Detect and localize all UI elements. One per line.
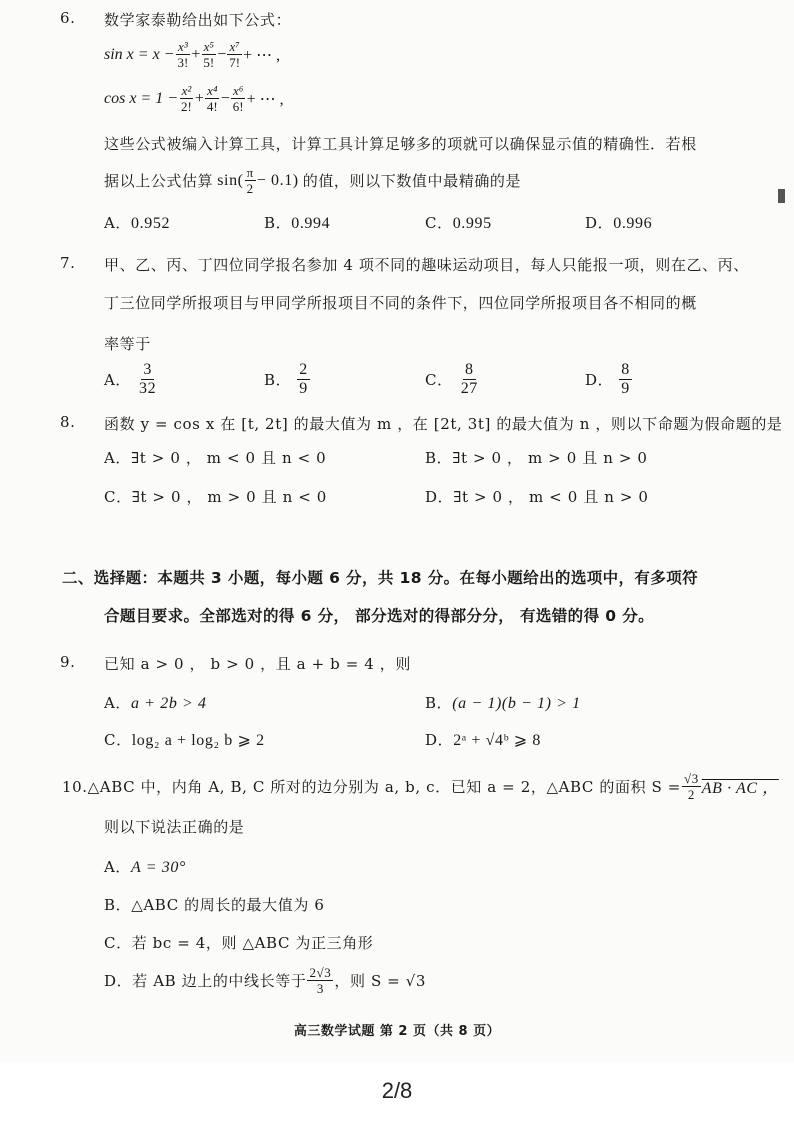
q7-option-c: C． $\frac{8}{27}$	[425, 361, 478, 397]
q6-line2-b: 的值，则以下数值中最精确的是	[302, 172, 522, 190]
cos-op-1: +	[194, 89, 204, 107]
page-footer: 高三数学试题 第 2 页（共 8 页）	[293, 1024, 501, 1039]
q6-line1: 这些公式被编入计算工具，计算工具计算足够多的项就可以确保显示值的精确性．若根	[104, 135, 697, 153]
sin-op-2: −	[217, 45, 227, 63]
cos-term-3: $\frac{\text{x⁶}}{6!}$	[232, 83, 244, 114]
q9-number: 9.	[60, 653, 76, 671]
q10-number: 10.	[62, 777, 88, 796]
q8-number: 8.	[60, 413, 76, 431]
sin-lhs: sin x = x −	[104, 45, 175, 63]
q6-cos-formula	[104, 84, 284, 113]
page-indicator: 2/8	[381, 1078, 413, 1103]
q7-line2: 丁三位同学所报项目与甲同学所报项目不同的条件下，四位同学所报项目各不相同的概	[104, 294, 697, 312]
cos-term-1: $\frac{\text{x²}}{2!}$	[181, 83, 192, 114]
q9-stem: 已知 a > 0 ， b > 0 ，且 a + b = 4 ，则	[104, 655, 411, 673]
q6-sin-call: sin(	[217, 171, 244, 189]
q7-option-b: B． $\frac{2}{9}$	[264, 361, 308, 397]
cos-op-3: + ⋯ ,	[246, 90, 284, 108]
q10-stem-b: AB · AC ，	[701, 780, 779, 797]
q7-option-a: A． $\frac{3}{32}$	[104, 361, 157, 397]
q9-option-a: A．a + 2b > 4	[104, 694, 207, 712]
q7-number: 7.	[60, 254, 76, 272]
q8-option-b: B．∃t > 0 ， m > 0 且 n > 0	[425, 449, 648, 467]
sin-op-1: +	[191, 45, 201, 63]
cos-term-2: $\frac{\text{x⁴}}{4!}$	[206, 83, 218, 114]
sin-op-3: + ⋯ ,	[243, 46, 281, 64]
section2-line2: 合题目要求。全部选对的得 6 分， 部分选对的得部分分， 有选错的得 0 分。	[104, 607, 655, 625]
sin-term-2: $\frac{\text{x⁵}}{5!}$	[203, 39, 215, 70]
q10-option-b: B．△ABC 的周长的最大值为 6	[104, 896, 325, 914]
sin-term-3: $\frac{\text{x⁷}}{7!}$	[229, 39, 241, 70]
q6-option-c: C．0.995	[425, 214, 492, 232]
q6-option-b: B．0.994	[264, 214, 331, 232]
q10-stem-a: △ABC 中，内角 A, B, C 所对的边分别为 a, b, c．已知 a = 2，△ABC 的面积 S =	[87, 778, 681, 796]
q9-option-c: C．log₂ a + log₂ b ⩾ 2	[104, 731, 265, 749]
q6-pi-half: $\frac{\pi}{2}$	[246, 165, 254, 196]
q6-stem: 数学家泰勒给出如下公式：	[104, 11, 292, 29]
q6-sin-formula	[104, 40, 280, 69]
sin-term-1: $\frac{\text{x³}}{3!}$	[177, 39, 189, 70]
section2-line1: 二、选择题：本题共 3 小题，每小题 6 分，共 18 分。在每小题给出的选项中，有多项符	[62, 569, 699, 587]
q10-median-frac: $\frac{2√3}{3}$	[309, 965, 332, 996]
q10-option-a: A．A = 30°	[104, 858, 186, 876]
q6-option-a: A．0.952	[104, 214, 171, 232]
q10-line2: 则以下说法正确的是	[104, 818, 245, 836]
q6-line2	[104, 166, 521, 195]
q6-line2-a: 据以上公式估算	[104, 172, 214, 190]
q6-option-d: D．0.996	[585, 214, 653, 232]
scan-edge-mark	[778, 189, 785, 203]
q7-option-d: D． $\frac{8}{9}$	[585, 361, 630, 397]
q7-line3: 率等于	[104, 335, 151, 353]
q8-option-c: C．∃t > 0 ， m > 0 且 n < 0	[104, 488, 327, 506]
cos-lhs: cos x = 1 −	[104, 89, 179, 107]
q10-option-d: D． 若 AB 边上的中线长等于 $\frac{2√3}{3}$ ，则 S = √3	[104, 965, 427, 996]
q10-option-c: C．若 bc = 4，则 △ABC 为正三角形	[104, 934, 374, 952]
q6-number: 6.	[60, 9, 76, 27]
q10-area-frac: $\frac{√3}{2}$	[683, 771, 699, 802]
q10-stem	[62, 772, 779, 801]
q8-stem: 函数 y = cos x 在 [t, 2t] 的最大值为 m ，在 [2t, 3t] 的最大值为 n ，则以下命题为假命题的是	[104, 415, 783, 433]
q8-option-a: A．∃t > 0 ， m < 0 且 n < 0	[104, 449, 327, 467]
q9-option-b: B．(a − 1)(b − 1) > 1	[425, 694, 581, 712]
q7-line1: 甲、乙、丙、丁四位同学报名参加 4 项不同的趣味运动项目，每人只能报一项，则在乙、丙、	[104, 256, 749, 274]
q6-sin-arg-rest: − 0.1)	[256, 171, 299, 189]
q9-option-d: D．2ᵃ + √4ᵇ ⩾ 8	[425, 731, 541, 749]
cos-op-2: −	[220, 89, 230, 107]
q8-option-d: D．∃t > 0 ， m < 0 且 n > 0	[425, 488, 649, 506]
